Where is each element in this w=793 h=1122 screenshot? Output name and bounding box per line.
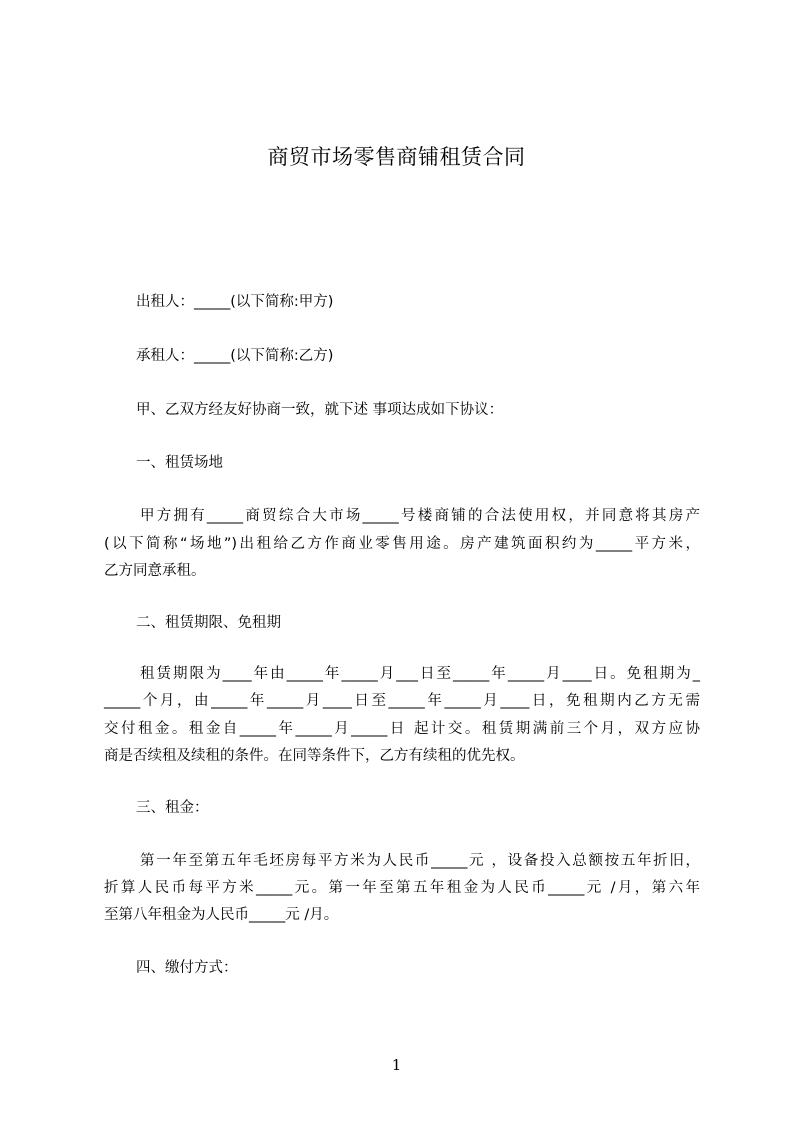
lessor-line: 出租人：_____(以下简称:甲方) [136, 294, 334, 310]
section-3-line-2: 折算人民币每平方米_____元。第一年至第五年租金为人民币_____元 /月，第六年 [104, 880, 700, 896]
section-3-heading: 三、租金： [136, 800, 209, 816]
section-2-heading: 二、租赁期限、免租期 [136, 615, 281, 631]
section-3-line-3: 至第八年租金为人民币_____元 /月。 [104, 907, 339, 923]
section-1-line-1: 甲方拥有_____商贸综合大市场_____号楼商铺的合法使用权，并同意将其房产 [140, 508, 700, 524]
section-2-line-4: 商是否续租及续租的条件。在同等条件下，乙方有续租的优先权。 [104, 748, 525, 764]
page-number: 1 [391, 1056, 402, 1074]
contract-title: 商贸市场零售商铺租赁合同 [267, 145, 526, 169]
lessee-line: 承租人：_____(以下简称:乙方) [136, 348, 334, 364]
section-2-line-3: 交付租金。租金自_____年_____月_____日 起计交。租赁期满前三个月，双方应协 [104, 721, 700, 737]
section-1-line-3: 乙方同意承租。 [104, 563, 206, 579]
section-1-heading: 一、租赁场地 [136, 455, 223, 471]
intro-paragraph: 甲、乙双方经友好协商一致，就下述 事项达成如下协议： [136, 402, 504, 418]
section-4-heading: 四、缴付方式： [136, 960, 238, 976]
section-2-line-2: _____个月，由_____年_____月____日至_____年_____月____日，免租期内乙方无需 [104, 693, 700, 709]
section-3-line-1: 第一年至第五年毛坯房每平方米为人民币_____元 ，设备投入总额按五年折旧， [140, 853, 700, 869]
section-2-line-1: 租赁期限为____年由_____年_____月___日至_____年_____月____日。免租期为_ [140, 666, 700, 682]
section-1-line-2: (以下简称“场地”)出租给乙方作商业零售用途。房产建筑面积约为_____平方米， [104, 536, 700, 552]
